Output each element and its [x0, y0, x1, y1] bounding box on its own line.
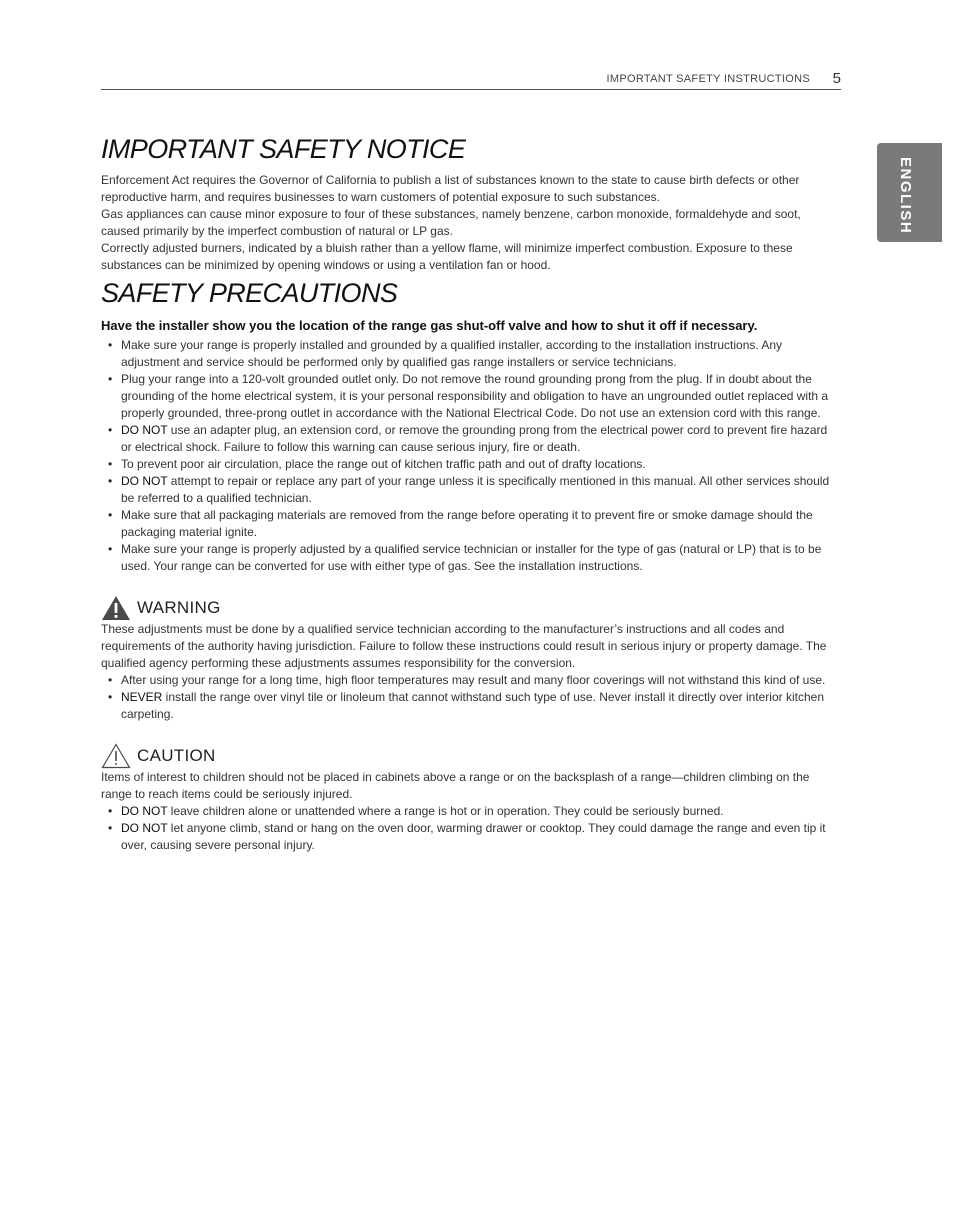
notice-paragraph: Correctly adjusted burners, indicated by a bluish rather than a yellow flame, will minimize imperfect combustion. Exposure to these substances can be minimized by opening windows or using a ventilation fan or hood. [101, 241, 793, 272]
warning-list [101, 672, 841, 723]
emphasis: DO NOT [121, 821, 168, 835]
list-item [101, 337, 841, 371]
list-item [101, 672, 841, 689]
list-item [101, 507, 841, 541]
caution-intro: Items of interest to children should not be placed in cabinets above a range or on the backsplash of a range—children climbing on the range to reach items could be seriously injured. [101, 770, 810, 801]
emphasis: DO NOT [121, 804, 168, 818]
warning-intro: These adjustments must be done by a qualified service technician according to the manufacturer’s instructions and all codes and requirements of the authority having jurisdiction. Failure to follow these instructions could result in serious injury or property damage. The qualified agency performing these adjustments assumes responsibility for the conversion. [101, 622, 827, 670]
item-text: attempt to repair or replace any part of your range unless it is specifically mentioned in this manual. All other services should be referred to a qualified technician. [121, 474, 830, 505]
caution-heading [101, 743, 841, 769]
language-tab [877, 143, 942, 242]
list-item [101, 473, 841, 507]
list-item [101, 541, 841, 575]
running-header [101, 70, 841, 90]
notice-paragraph: Gas appliances can cause minor exposure to four of these substances, namely benzene, carbon monoxide, formaldehyde and soot, caused primarily by the imperfect combustion of natural or LP gas. [101, 207, 801, 238]
item-text: Plug your range into a 120-volt grounded outlet only. Do not remove the round grounding prong from the plug. If in doubt about the grounding of the home electrical system, it is your personal responsibility and obligation to have an ungrounded outlet replaced with a properly grounded, three-prong outlet in accordance with the National Electrical Code. Do not use an extension cord with this range. [121, 372, 829, 420]
notice-title: IMPORTANT SAFETY NOTICE [101, 134, 466, 164]
caution-icon [101, 743, 131, 769]
precautions-title: SAFETY PRECAUTIONS [101, 278, 398, 308]
page-number: 5 [832, 70, 841, 87]
caution-label: CAUTION [137, 746, 216, 765]
item-text: To prevent poor air circulation, place the range out of kitchen traffic path and out of drafty locations. [121, 457, 646, 471]
list-item [101, 456, 841, 473]
notice-body [101, 172, 841, 274]
warning-icon [101, 595, 131, 621]
emphasis: DO NOT [121, 474, 168, 488]
item-text: install the range over vinyl tile or linoleum that cannot withstand such type of use. Never install it directly over interior kitchen carpeting. [121, 690, 824, 721]
list-item [101, 689, 841, 723]
item-text: leave children alone or unattended where a range is hot or in operation. They could be seriously burned. [167, 804, 724, 818]
item-text: After using your range for a long time, high floor temperatures may result and many floor coverings will not withstand this kind of use. [121, 673, 826, 687]
item-text: Make sure that all packaging materials are removed from the range before operating it to prevent fire or smoke damage should the packaging material ignite. [121, 508, 813, 539]
list-item [101, 820, 841, 854]
page-content [101, 130, 841, 854]
emphasis: DO NOT [121, 423, 168, 437]
item-text: let anyone climb, stand or hang on the oven door, warming drawer or cooktop. They could damage the range and even tip it over, causing severe personal injury. [121, 821, 826, 852]
emphasis: NEVER [121, 690, 163, 704]
notice-paragraph: Enforcement Act requires the Governor of California to publish a list of substances known to the state to cause birth defects or other reproductive harm, and requires businesses to warn customers of potential exposure to such substances. [101, 173, 800, 204]
precautions-lead: Have the installer show you the location of the range gas shut-off valve and how to shut it off if necessary. [101, 318, 758, 333]
item-text: use an adapter plug, an extension cord, or remove the grounding prong from the electrical power cord to prevent fire hazard or electrical shock. Failure to follow this warning can cause serious injury, fire or death. [121, 423, 828, 454]
caution-list [101, 803, 841, 854]
header-section-title: IMPORTANT SAFETY INSTRUCTIONS [606, 73, 810, 85]
item-text: Make sure your range is properly adjusted by a qualified service technician or installer for the type of gas (natural or LP) that is to be used. Your range can be converted for use with either type of gas. See the installation instructions. [121, 542, 822, 573]
precautions-list [101, 337, 841, 575]
language-tab-label: ENGLISH [897, 157, 914, 235]
item-text: Make sure your range is properly installed and grounded by a qualified installer, according to the installation instructions. Any adjustment and service should be performed only by qualified gas range installers or service technicians. [121, 338, 783, 369]
list-item [101, 422, 841, 456]
list-item [101, 371, 841, 422]
warning-heading [101, 595, 841, 621]
list-item [101, 803, 841, 820]
warning-label: WARNING [137, 598, 221, 617]
